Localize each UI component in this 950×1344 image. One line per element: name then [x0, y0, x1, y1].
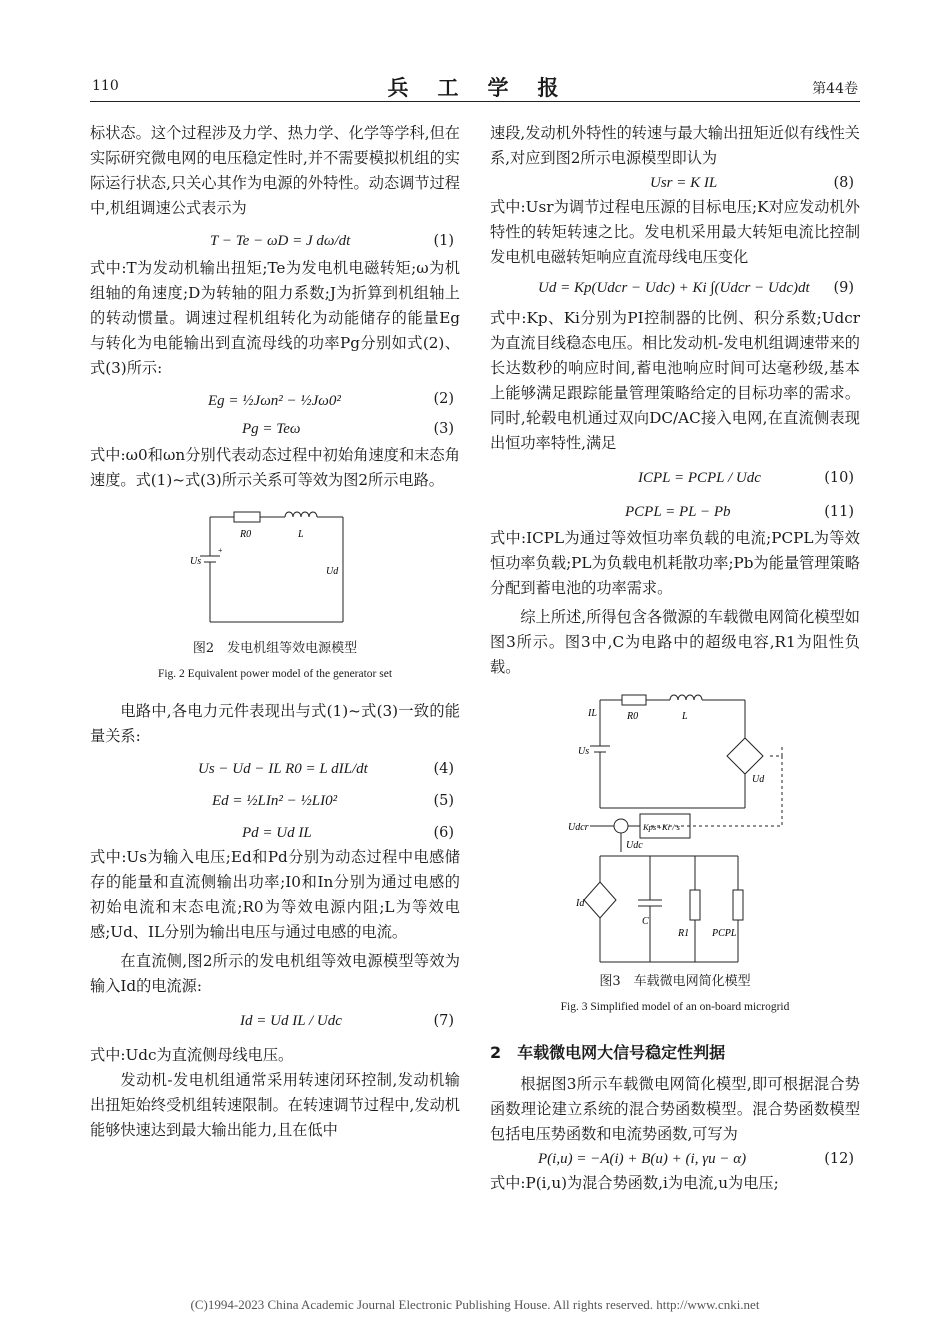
equation-11: PCPL = PL − Pb (11) — [625, 504, 854, 520]
equation-9: Ud = Kp(Udcr − Udc) + Ki ∫(Udcr − Udc)dt (9) — [538, 280, 854, 296]
equation-7: Id = Ud IL / Udc (7) — [240, 1013, 454, 1029]
label-R0: R0 — [240, 529, 252, 540]
label-controller: Kps+Ki / s — [643, 822, 680, 832]
figure-2-caption: 图2 发电机组等效电源模型 — [192, 641, 358, 656]
section-title: 2 车载微电网大信号稳定性判据 — [490, 1043, 726, 1062]
page-number: 110 — [92, 78, 119, 94]
label-IL: IL — [588, 708, 597, 719]
paragraph: 速段,发动机外特性的转速与最大输出扭矩近似有线性关系,对应到图2所示电源模型即认为 — [490, 124, 860, 167]
paragraph: 根据图3所示车载微电网简化模型,即可根据混合势函数理论建立系统的混合势函数模型。混合势函数模型包括电压势函数和电流势函数,可写为 — [490, 1075, 860, 1143]
header-rule — [90, 101, 860, 102]
label-L: L — [298, 529, 304, 540]
paragraph: 综上所述,所得包含各微源的车载微电网简化模型如图3所示。图3中,C为电路中的超级电容,R1为阻性负载。 — [490, 608, 860, 676]
paragraph: 式中:ω0和ωn分别代表动态过程中初始角速度和末态角速度。式(1)~式(3)所示关系可等效为图2所示电路。 — [90, 446, 460, 489]
copyright-footer: (C)1994-2023 China Academic Journal Electronic Publishing House. All rights reserved. http://www.cnki.net — [190, 1297, 760, 1312]
label-R1: R1 — [678, 928, 690, 939]
label-Us: Us — [578, 746, 590, 757]
paragraph: 式中:P(i,u)为混合势函数,i为电流,u为电压; — [490, 1174, 779, 1192]
paragraph: 标状态。这个过程涉及力学、热力学、化学等学科,但在实际研究微电网的电压稳定性时,并不需要模拟机组的实际运行状态,只关心其作为电源的外特性。动态调节过程中,机组调速公式表示为 — [90, 124, 460, 217]
paragraph: 式中:Kp、Ki分别为PI控制器的比例、积分系数;Udcr为直流目线稳态电压。相比发动机-发电机组调速带来的长达数秒的响应时间,蓄电池响应时间可达毫秒级,基本上能够满足跟踪能量管理策略给定的目标功率的需求。同时,轮毂电机通过双向DC/AC接入电网,在直流侧表现出恒功率特性,满足 — [490, 309, 860, 452]
equation-5: Ed = ½LIn² − ½LI0² (5) — [212, 793, 454, 809]
paragraph: 式中:T为发动机输出扭矩;Te为发电机电磁转矩;ω为机组轴的角速度;D为转轴的阻力系数;J为折算到机组轴上的转动惯量。调速过程机组转化为动能储存的能量Eg与转化为电能输出到直流母线的功率Pg分别如式(2)、式(3)所示: — [90, 259, 460, 377]
figure-3-caption: 图3 车载微电网简化模型 — [599, 974, 751, 989]
equation-6: Pd = Ud IL (6) — [242, 825, 454, 841]
volume-label: 第44卷 — [812, 81, 858, 97]
label-Us: Us — [190, 556, 202, 567]
paragraph: 式中:ICPL为通过等效恒功率负载的电流;PCPL为等效恒功率负载;PL为负载电机耗散功率;Pb为能量管理策略分配到蓄电池的功率需求。 — [490, 529, 860, 597]
equation-2: Eg = ½Jωn² − ½Jω0² (2) — [208, 391, 454, 409]
label-L: L — [682, 711, 688, 722]
equation-10: ICPL = PCPL / Udc (10) — [638, 470, 854, 486]
label-PCPL: PCPL — [712, 928, 737, 939]
label-Udc: Udc — [626, 840, 643, 851]
right-column — [490, 121, 860, 1196]
paragraph: 发动机-发电机组通常采用转速闭环控制,发动机输出扭矩始终受机组转速限制。在转速调节过程中,发动机能够快速达到最大输出能力,且在低中 — [90, 1071, 460, 1139]
journal-title: 兵 工 学 报 — [387, 76, 563, 100]
paragraph: 电路中,各电力元件表现出与式(1)~式(3)一致的能量关系: — [90, 702, 460, 745]
equation-1: T − Te − ωD = J dω/dt (1) — [210, 233, 454, 249]
equation-3: Pg = Teω (3) — [242, 421, 454, 437]
equation-8: Usr = K IL (8) — [650, 175, 854, 191]
figure-2-circuit — [90, 499, 460, 649]
label-C: C — [642, 916, 649, 927]
figure-2 — [90, 493, 460, 693]
label-Udcr: Udcr — [568, 822, 589, 833]
plus-sign: + — [218, 546, 223, 555]
label-Ud: Ud — [752, 774, 765, 785]
label-R0: R0 — [627, 711, 639, 722]
figure-2-caption-en: Fig. 2 Equivalent power model of the generator set — [157, 668, 393, 680]
paragraph: 在直流侧,图2所示的发电机组等效电源模型等效为输入Id的电流源: — [90, 952, 460, 995]
figure-3-circuit — [490, 686, 860, 986]
label-Id: Id — [576, 898, 585, 909]
equation-12: P(i,u) = −A(i) + B(u) + (i, γu − α) (12) — [538, 1151, 854, 1167]
left-column — [90, 121, 460, 1143]
paragraph: 式中:Us为输入电压;Ed和Pd分别为动态过程中电感储存的能量和直流侧输出功率;I0和In分别为通过电感的初始电流和末态电流;R0为等效电源内阻;L为等效电感;Ud、IL分别为输出电压与通过电感的电流。 — [90, 848, 460, 941]
figure-3-caption-en: Fig. 3 Simplified model of an on-board microgrid — [560, 1001, 790, 1013]
paragraph: 式中:Usr为调节过程电压源的目标电压;K对应发动机外特性的转矩转速之比。发电机采用最大转矩电流比控制发电机电磁转矩响应直流母线电压变化 — [490, 198, 860, 266]
label-Ud: Ud — [326, 566, 339, 577]
equation-4: Us − Ud − IL R0 = L dIL/dt (4) — [198, 761, 454, 777]
paragraph: 式中:Udc为直流侧母线电压。 — [90, 1046, 294, 1064]
figure-3 — [490, 680, 860, 1032]
